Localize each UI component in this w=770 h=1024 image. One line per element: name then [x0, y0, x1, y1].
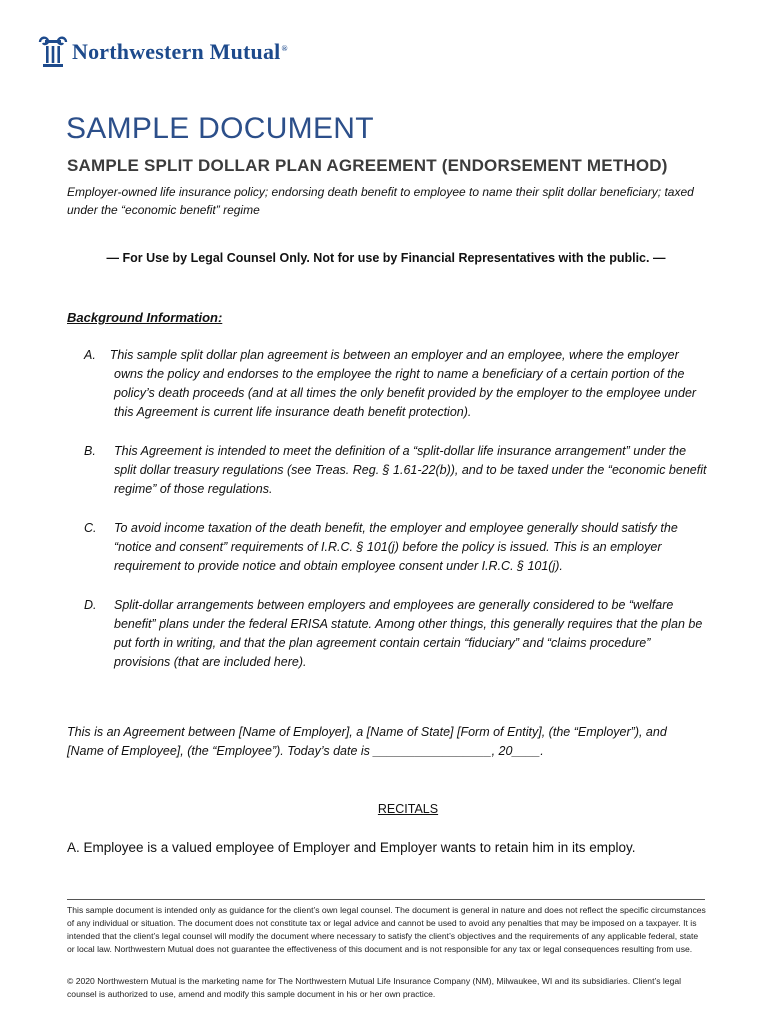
- brand-logo: [38, 36, 288, 68]
- background-heading: Background Information:: [67, 310, 223, 325]
- item-letter: B.: [84, 444, 96, 458]
- background-item-c: [80, 519, 710, 576]
- background-item-b: [80, 442, 710, 499]
- item-text: This Agreement is intended to meet the definition of a “split-dollar life insurance arrangement” under the split dollar treasury regulations (see Treas. Reg. § 1.61-22(b)), and to be taxed under the “economic benefit regime” of those regulations.: [114, 444, 707, 496]
- footer-divider: [67, 899, 705, 900]
- recital-a: A. Employee is a valued employee of Employer and Employer wants to retain him in its employ.: [67, 840, 636, 855]
- document-description: Employer-owned life insurance policy; endorsing death benefit to employee to name their split dollar beneficiary; taxed under the “economic benefit” regime: [67, 185, 694, 217]
- recitals-heading: RECITALS: [377, 802, 439, 816]
- page-title: SAMPLE DOCUMENT: [66, 112, 374, 145]
- column-capital-icon: [38, 36, 68, 68]
- footer-copyright: © 2020 Northwestern Mutual is the marketing name for The Northwestern Mutual Life Insurance Company (NM), Milwaukee, WI and its subsidiaries. Client’s legal counsel is authorized to use, amend and modify this sample document in his or her own practice.: [67, 976, 682, 999]
- item-text: Split-dollar arrangements between employers and employees are generally considered to be “welfare benefit” plans under the federal ERISA statute. Among other things, this generally requires that the plan be put forth in writing, and that the plan agreement contain certain “fiduciary” and “claims procedure” provisions (that are included here).: [114, 598, 703, 669]
- brand-name: Northwestern Mutual®: [72, 39, 288, 64]
- item-letter: A.: [84, 348, 96, 362]
- item-letter: C.: [84, 521, 97, 535]
- footer-disclaimer: This sample document is intended only as guidance for the client’s own legal counsel. The document is general in nature and does not reflect the specific circumstances of any individual or situation. The document does not constitute tax or legal advice and cannot be used to avoid any penalties that may be imposed on a taxpayer. It is intended that the client’s legal counsel will modify the document where necessary to satisfy the client’s objectives and the requirements of any applicable federal, state or local law. Northwestern Mutual does not guarantee the effectiveness of this document and is not responsible for any tax or legal consequences resulting from use.: [67, 905, 706, 954]
- item-text-line1: This sample split dollar plan agreement is between an employer and an employee, where the employer: [109, 348, 679, 362]
- legal-counsel-note: — For Use by Legal Counsel Only. Not for use by Financial Representatives with the public. —: [106, 251, 666, 265]
- background-item-a: [80, 346, 710, 422]
- item-letter: D.: [84, 598, 97, 612]
- background-list: [80, 346, 710, 692]
- document-subtitle: SAMPLE SPLIT DOLLAR PLAN AGREEMENT (ENDORSEMENT METHOD): [67, 156, 668, 175]
- item-text: To avoid income taxation of the death benefit, the employer and employee generally should satisfy the “notice and consent” requirements of I.R.C. § 101(j) before the policy is issued. This is an employer requirement to provide notice and obtain employee consent under I.R.C. § 101(j).: [114, 521, 678, 573]
- agreement-paragraph: This is an Agreement between [Name of Employer], a [Name of State] [Form of Entity], (the “Employer”), and [Name of Employee], (the “Employee”). Today’s date is _________________, 20____.: [67, 725, 667, 758]
- background-item-d: [80, 596, 710, 672]
- item-text-line2: owns the policy and endorses to the employee the right to name a beneficiary of a certain portion of the policy’s death proceeds (and at all times the only benefit provided by the employer to the employee under this Agreement is current life insurance death benefit protection).: [114, 367, 697, 419]
